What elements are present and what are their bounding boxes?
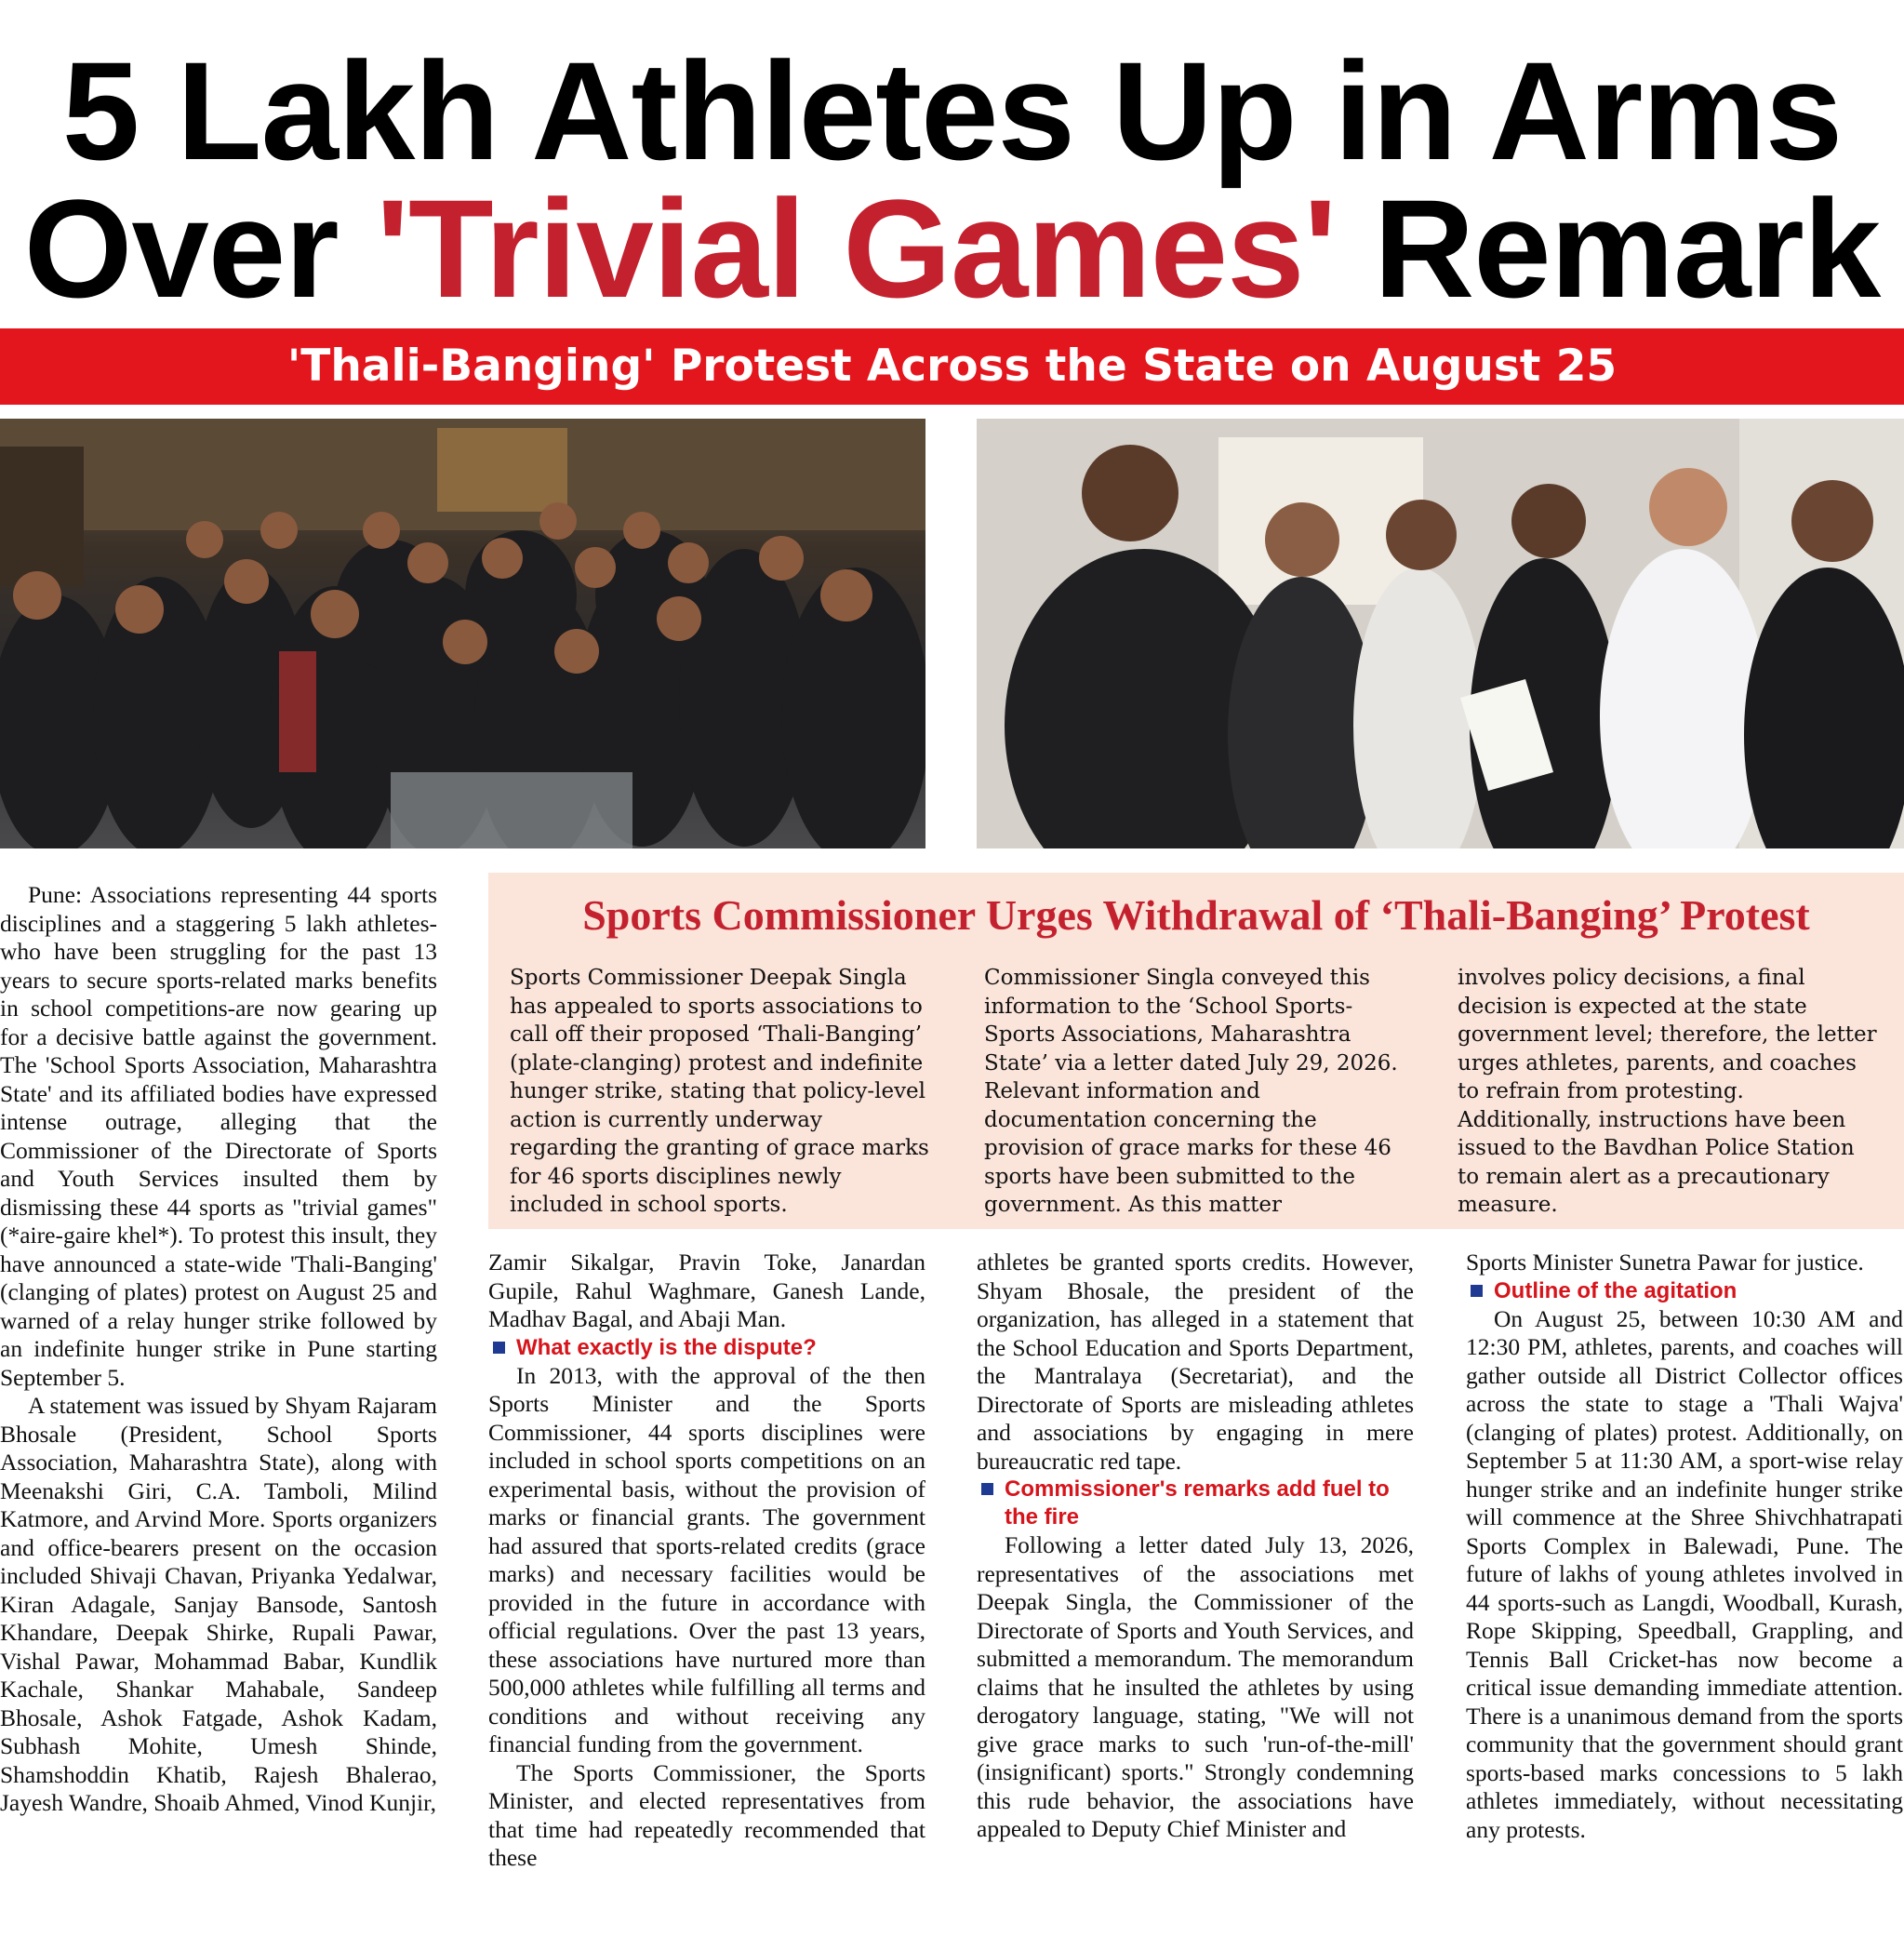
memorandum-photo bbox=[977, 419, 1904, 848]
box-column-2: Commissioner Singla conveyed this information to the ‘School Sports-Sports Associations, Maharashtra State’ via a letter dated July 29, 2026. Relevant information and documentation concerning the provision of grace marks for these 46 sports have been submitted to the government. As this matter bbox=[984, 966, 1398, 1217]
article-paragraph: athletes be granted sports credits. However, Shyam Bhosale, the president of the organization, has alleged in a statement that the School Education and Sports Department, the Mantralaya (Secretariat), and the Directorate of Sports are misleading athletes and associations by engaging in mere bureaucratic red tape. bbox=[977, 1249, 1414, 1475]
article-paragraph: In 2013, with the approval of the then Sports Minister and the Sports Commissioner, 44 sports disciplines were included in school sports competitions on an experimental basis, without the provision of marks or financial grants. The government had assured that sports-related credits (grace marks) and necessary facilities would be provided in the future in accordance with official regulations. Over the past 13 years, these associations have nurtured more than 500,000 athletes while fulfilling all terms and conditions and without receiving any financial funding from the government. bbox=[488, 1361, 925, 1757]
box-column-1: Sports Commissioner Deepak Singla has appealed to sports associations to call off their proposed ‘Thali-Banging’ (plate-clanging) protest and indefinite hunger strike, stating that policy-level action is currently underway regarding the granting of grace marks for 46 sports disciplines newly included in school sports. bbox=[510, 966, 929, 1217]
article-paragraph: The Sports Commissioner, the Sports Minister, and elected representatives from that time had repeatedly recommended that these bbox=[488, 1758, 925, 1871]
article-paragraph: Following a letter dated July 13, 2026, representatives of the associations met Deepak Singla, the Commissioner of the Directorate of Sports and Youth Services, and submitted a memorandum. The memorandum claims that he insulted the athletes by using derogatory language, stating, "We will not give grace marks to such 'run-of-the-mill' (insignificant) sports." Strongly condemning this rude behavior, the associations have appealed to Deputy Chief Minister and bbox=[977, 1531, 1414, 1842]
headline-line-1: 5 Lakh Athletes Up in Arms bbox=[61, 33, 1843, 189]
headline-line-2-prefix: Over bbox=[23, 170, 377, 327]
box-column-3: involves policy decisions, a final decision is expected at the state government level; therefore, the letter urges athletes, parents, and coaches to refrain from protesting. Additionally, instructions have been issued to the Bavdhan Police Station to remain alert as a precautionary measure. bbox=[1458, 966, 1877, 1217]
commissioner-appeal-box bbox=[488, 873, 1904, 1229]
article-paragraph: Sports Minister Sunetra Pawar for justice. bbox=[1466, 1249, 1864, 1276]
headline-line-2 bbox=[0, 170, 1904, 327]
group-photo bbox=[0, 419, 925, 848]
subhead-agitation-outline: Outline of the agitation bbox=[1466, 1277, 1903, 1305]
article-column-2 bbox=[488, 1249, 925, 1873]
article-column-4 bbox=[1466, 1249, 1903, 1844]
subheadline-banner: 'Thali-Banging' Protest Across the State on August 25 bbox=[0, 328, 1904, 405]
headline-line-2-suffix: Remark bbox=[1336, 170, 1881, 327]
article-paragraph: A statement was issued by Shyam Rajaram Bhosale (President, School Sports Association, Maharashtra State), along with Meenakshi Giri, C.A. Tamboli, Milind Katmore, and Arvind More. Sports organizers and office-bearers present on the occasion included Shivaji Chavan, Priyanka Yedalwar, Kiran Adagale, Sanjay Bansode, Santosh Khandare, Deepak Shirke, Rupali Pawar, Vishal Pawar, Mohammad Babar, Kundlik Kachale, Shankar Mahabale, Sandeep Bhosale, Ashok Fatgade, Ashok Kadam, Subhash Mohite, Umesh Shinde, Shamshoddin Khatib, Rajesh Bhalerao, Jayesh Wandre, Shoaib Ahmed, Vinod Kunjir, bbox=[0, 1392, 437, 1816]
article-column-3 bbox=[977, 1249, 1414, 1844]
box-title: Sports Commissioner Urges Withdrawal of ‘Thali-Banging’ Protest bbox=[582, 891, 1810, 939]
subhead-commissioner-remarks: Commissioner's remarks add fuel to the fire bbox=[977, 1476, 1414, 1531]
article-paragraph: On August 25, between 10:30 AM and 12:30 PM, athletes, parents, and coaches will gather outside all District Collector offices across the state to stage a 'Thali Wajva' (clanging of plates) protest. Additionally, on September 5 at 11:30 AM, a sport-wise relay hunger strike and an indefinite hunger strike will commence at the Shree Shivchhatrapati Sports Complex in Balewadi, Pune. The future of lakhs of young athletes involved in 44 sports-such as Langdi, Woodball, Kurash, Rope Skipping, Speedball, Grappling, and Tennis Ball Cricket-has now become a critical issue demanding immediate attention. There is a unanimous demand from the sports community that the government should grant sports-based marks concessions to 5 lakh athletes immediately, without necessitating any protests. bbox=[1466, 1304, 1903, 1843]
article-paragraph: Zamir Sikalgar, Pravin Toke, Janardan Gupile, Rahul Waghmare, Ganesh Lande, Madhav Bagal, and Abaji Man. bbox=[488, 1249, 925, 1332]
subhead-dispute: What exactly is the dispute? bbox=[488, 1334, 925, 1362]
article-column-1 bbox=[0, 881, 437, 1818]
headline-highlight: 'Trivial Games' bbox=[376, 170, 1337, 327]
lead-paragraph: Pune: Associations representing 44 sports disciplines and a staggering 5 lakh athletes-who have been struggling for the past 13 years to secure sports-related marks benefits in school competitions-are now gearing up for a decisive battle against the government. The 'School Sports Association, Maharashtra State' and its affiliated bodies have expressed intense outrage, alleging that the Commissioner of the Directorate of Sports and Youth Services insulted them by dismissing these 44 sports as "trivial games" (*aire-gaire khel*). To protest this insult, they have announced a state-wide 'Thali-Banging' (clanging of plates) protest on August 25 and warned of a relay hunger strike followed by an indefinite hunger strike in Pune starting September 5. bbox=[0, 881, 437, 1391]
